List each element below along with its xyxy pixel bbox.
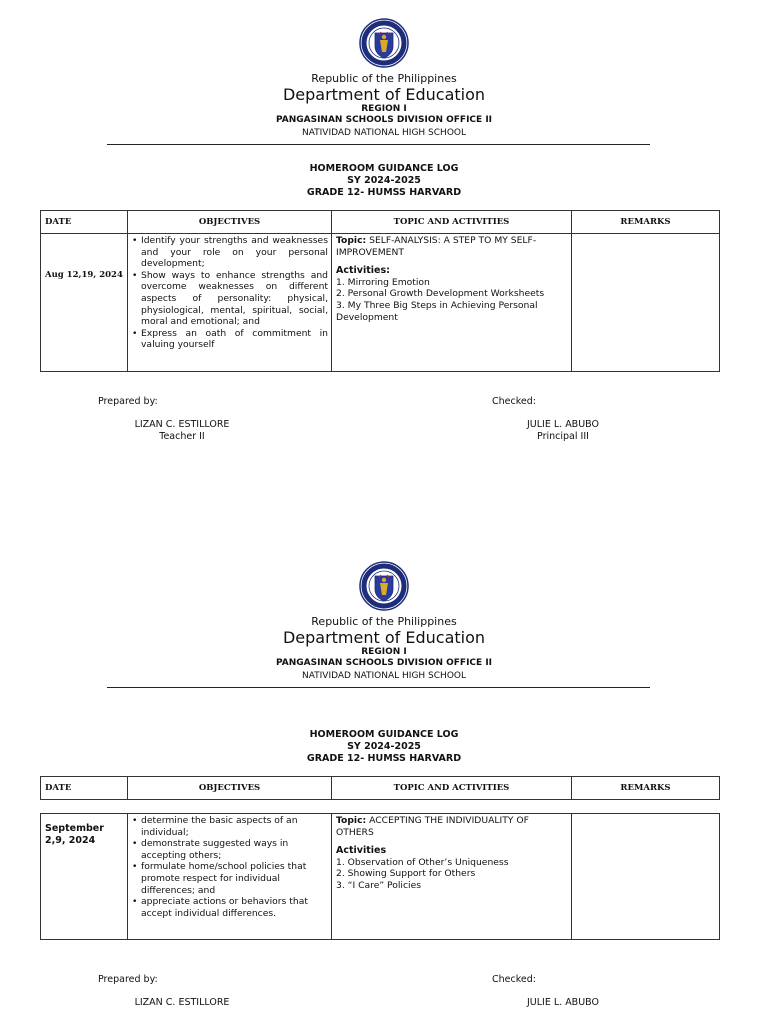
activity-item: 2. Personal Growth Development Worksheets bbox=[336, 288, 545, 300]
school-name: NATIVIDAD NATIONAL HIGH SCHOOL bbox=[301, 671, 467, 681]
column-header-remarks: REMARKS bbox=[572, 777, 720, 800]
objectives-cell bbox=[128, 814, 332, 940]
objective-item: • determine the basic aspects of an individual; bbox=[141, 815, 328, 838]
checked-by-label: Checked: bbox=[492, 396, 536, 407]
remarks-cell bbox=[572, 814, 720, 940]
topic-label: Topic: bbox=[336, 235, 367, 246]
objective-item: • appreciate actions or behaviors that accept individual differences. bbox=[141, 896, 328, 919]
region-line: REGION I bbox=[361, 104, 407, 114]
objectives-list bbox=[131, 815, 328, 919]
column-header-date: DATE bbox=[41, 777, 128, 800]
prepared-by-name: LIZAN C. ESTILLORE bbox=[134, 419, 230, 430]
objective-item: • Identify your strengths and weaknesses and your role on your personal development; bbox=[141, 235, 328, 270]
topic-text: SELF-ANALYSIS: A STEP TO MY SELF-IMPROVEMENT bbox=[336, 235, 537, 258]
checked-by-title: Principal III bbox=[537, 431, 589, 442]
log-titles bbox=[0, 729, 768, 765]
topic-line bbox=[336, 815, 567, 838]
department-name: Department of Education bbox=[282, 628, 486, 647]
grade-section: GRADE 12- HUMSS HARVARD bbox=[306, 187, 462, 198]
school-year: SY 2024-2025 bbox=[347, 175, 421, 186]
column-header-topic: TOPIC AND ACTIVITIES bbox=[332, 777, 572, 800]
date-cell: Aug 12,19, 2024 bbox=[41, 234, 128, 372]
activity-item: 2. Showing Support for Others bbox=[336, 868, 476, 880]
school-year: SY 2024-2025 bbox=[347, 741, 421, 752]
date-cell bbox=[41, 814, 128, 940]
column-header-objectives: OBJECTIVES bbox=[128, 211, 332, 234]
department-name: Department of Education bbox=[282, 85, 486, 104]
activity-item: 1. Observation of Other’s Uniqueness bbox=[336, 856, 509, 868]
republic-line: Republic of the Philippines bbox=[311, 72, 457, 85]
log-title: HOMEROOM GUIDANCE LOG bbox=[309, 163, 459, 174]
region-line: REGION I bbox=[361, 647, 407, 657]
column-header-objectives: OBJECTIVES bbox=[128, 777, 332, 800]
objective-item: • Express an oath of commitment in valuing yourself bbox=[141, 328, 328, 351]
topic-cell bbox=[332, 814, 572, 940]
objective-item: • demonstrate suggested ways in accepting others; bbox=[141, 838, 328, 861]
checked-by-name: JULIE L. ABUBO bbox=[526, 419, 599, 430]
activities-label: Activities: bbox=[336, 265, 390, 277]
topic-label: Topic: bbox=[336, 815, 367, 826]
column-header-date: DATE bbox=[41, 211, 128, 234]
republic-line: Republic of the Philippines bbox=[311, 615, 457, 628]
activity-item: 1. Mirroring Emotion bbox=[336, 276, 430, 288]
column-header-remarks: REMARKS bbox=[572, 211, 720, 234]
column-header-topic: TOPIC AND ACTIVITIES bbox=[332, 211, 572, 234]
date-line-1: September bbox=[45, 823, 104, 834]
division-line: PANGASINAN SCHOOLS DIVISION OFFICE II bbox=[275, 115, 493, 125]
prepared-by-label: Prepared by: bbox=[98, 396, 158, 407]
header-divider bbox=[107, 687, 650, 688]
log-title: HOMEROOM GUIDANCE LOG bbox=[309, 729, 459, 740]
activity-item: 3. My Three Big Steps in Achieving Personal Development bbox=[336, 299, 538, 323]
date-line-2: 2,9, 2024 bbox=[45, 835, 96, 846]
prepared-by-name: LIZAN C. ESTILLORE bbox=[134, 997, 230, 1008]
prepared-by-label: Prepared by: bbox=[98, 974, 158, 985]
guidance-log-table bbox=[40, 813, 720, 940]
objective-item: • formulate home/school policies that promote respect for individual differences; and bbox=[141, 861, 328, 896]
table-row bbox=[41, 814, 720, 940]
school-name: NATIVIDAD NATIONAL HIGH SCHOOL bbox=[301, 128, 467, 138]
guidance-log-table-header bbox=[40, 776, 720, 800]
grade-section: GRADE 12- HUMSS HARVARD bbox=[306, 753, 462, 764]
topic-text: ACCEPTING THE INDIVIDUALITY OF OTHERS bbox=[336, 815, 529, 838]
checked-by-name: JULIE L. ABUBO bbox=[526, 997, 599, 1008]
deped-seal-logo bbox=[359, 561, 409, 611]
activity-item: 3. “I Care” Policies bbox=[336, 879, 422, 891]
activities-label: Activities bbox=[336, 845, 387, 857]
prepared-by-title: Teacher II bbox=[159, 431, 205, 442]
objective-item: • Show ways to enhance strengths and overcome weaknesses on different aspects of personality: physical, physiological, mental, spiritual, social, moral and emotional; and bbox=[141, 270, 328, 328]
division-line: PANGASINAN SCHOOLS DIVISION OFFICE II bbox=[275, 658, 493, 668]
table-header-row bbox=[41, 777, 720, 800]
checked-by-label: Checked: bbox=[492, 974, 536, 985]
